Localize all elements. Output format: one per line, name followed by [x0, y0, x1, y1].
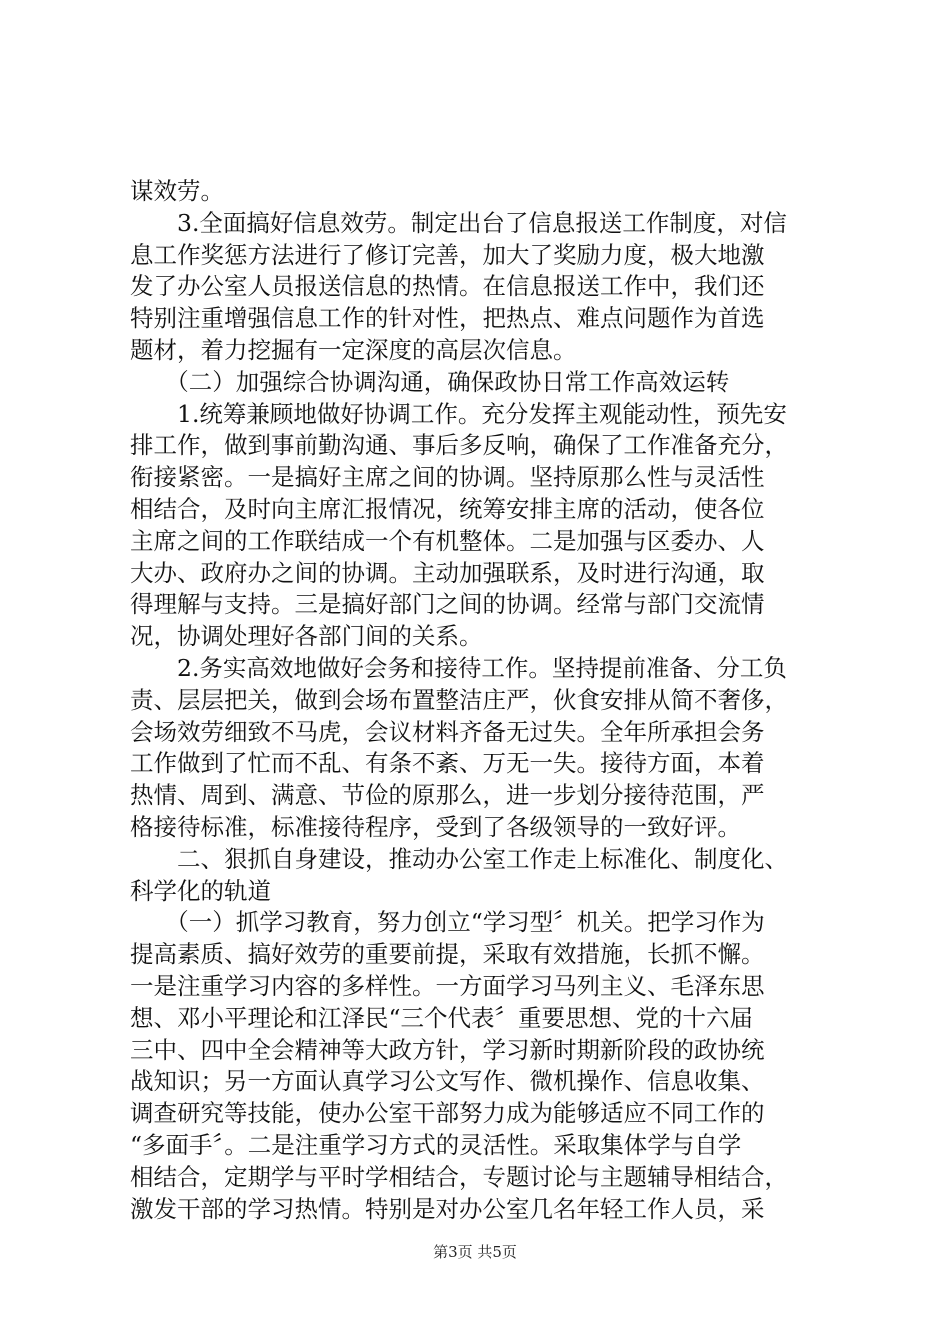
text-line: （一）抓学习教育，努力创立“学习型〞机关。把学习作为: [130, 908, 765, 937]
text-line: 三中、四中全会精神等大政方针，学习新时期新阶段的政协统: [130, 1035, 765, 1064]
text-line: 特别注重增强信息工作的针对性，把热点、难点问题作为首选: [130, 304, 765, 333]
text-line: 二、狠抓自身建设，推动办公室工作走上标准化、制度化、: [130, 844, 788, 873]
document-body: [130, 176, 830, 1225]
text-line: 排工作，做到事前勤沟通、事后多反响，确保了工作准备充分，: [130, 431, 788, 460]
text-line: 大办、政府办之间的协调。主动加强联系，及时进行沟通，取: [130, 558, 765, 587]
text-line: 3.全面搞好信息效劳。制定出台了信息报送工作制度，对信: [130, 208, 787, 237]
text-line: 况，协调处理好各部门间的关系。: [130, 622, 483, 651]
text-line: 相结合，定期学与平时学相结合，专题讨论与主题辅导相结合，: [130, 1162, 788, 1191]
text-line: 一是注重学习内容的多样性。一方面学习马列主义、毛泽东思: [130, 971, 765, 1000]
text-line: 题材，着力挖掘有一定深度的高层次信息。: [130, 335, 577, 364]
text-line: 息工作奖惩方法进行了修订完善，加大了奖励力度，极大地激: [130, 240, 765, 269]
text-line: 主席之间的工作联结成一个有机整体。二是加强与区委办、人: [130, 526, 765, 555]
text-line: 2.务实高效地做好会务和接待工作。坚持提前准备、分工负: [130, 653, 787, 682]
text-line: 提高素质、搞好效劳的重要前提，采取有效措施，长抓不懈。: [130, 940, 765, 969]
text-line: 工作做到了忙而不乱、有条不紊、万无一失。接待方面，本着: [130, 749, 765, 778]
text-line: （二）加强综合协调沟通，确保政协日常工作高效运转: [130, 367, 730, 396]
text-line: 调查研究等技能，使办公室干部努力成为能够适应不同工作的: [130, 1099, 765, 1128]
text-line: 会场效劳细致不马虎，会议材料齐备无过失。全年所承担会务: [130, 717, 765, 746]
text-line: 激发干部的学习热情。特别是对办公室几名年轻工作人员，采: [130, 1194, 765, 1223]
text-line: 格接待标准，标准接待程序，受到了各级领导的一致好评。: [130, 812, 741, 841]
text-line: 想、邓小平理论和江泽民“三个代表〞重要思想、党的十六届: [130, 1003, 754, 1032]
text-line: 战知识；另一方面认真学习公文写作、微机操作、信息收集、: [130, 1067, 765, 1096]
text-line: 相结合，及时向主席汇报情况，统筹安排主席的活动，使各位: [130, 494, 765, 523]
page-footer: 第3页 共5页: [433, 1243, 517, 1261]
text-line: 科学化的轨道: [130, 876, 271, 905]
text-line: 热情、周到、满意、节俭的原那么，进一步划分接待范围，严: [130, 781, 765, 810]
text-line: 得理解与支持。三是搞好部门之间的协调。经常与部门交流情: [130, 590, 765, 619]
text-line: 谋效劳。: [130, 177, 224, 205]
text-line: 衔接紧密。一是搞好主席之间的协调。坚持原那么性与灵活性: [130, 463, 765, 492]
text-line: 发了办公室人员报送信息的热情。在信息报送工作中，我们还: [130, 272, 765, 301]
text-line: 责、层层把关，做到会场布置整洁庄严，伙食安排从简不奢侈，: [130, 685, 788, 714]
text-line: “多面手〞。二是注重学习方式的灵活性。采取集体学与自学: [130, 1130, 742, 1159]
text-line: 1.统筹兼顾地做好协调工作。充分发挥主观能动性，预先安: [130, 399, 787, 428]
